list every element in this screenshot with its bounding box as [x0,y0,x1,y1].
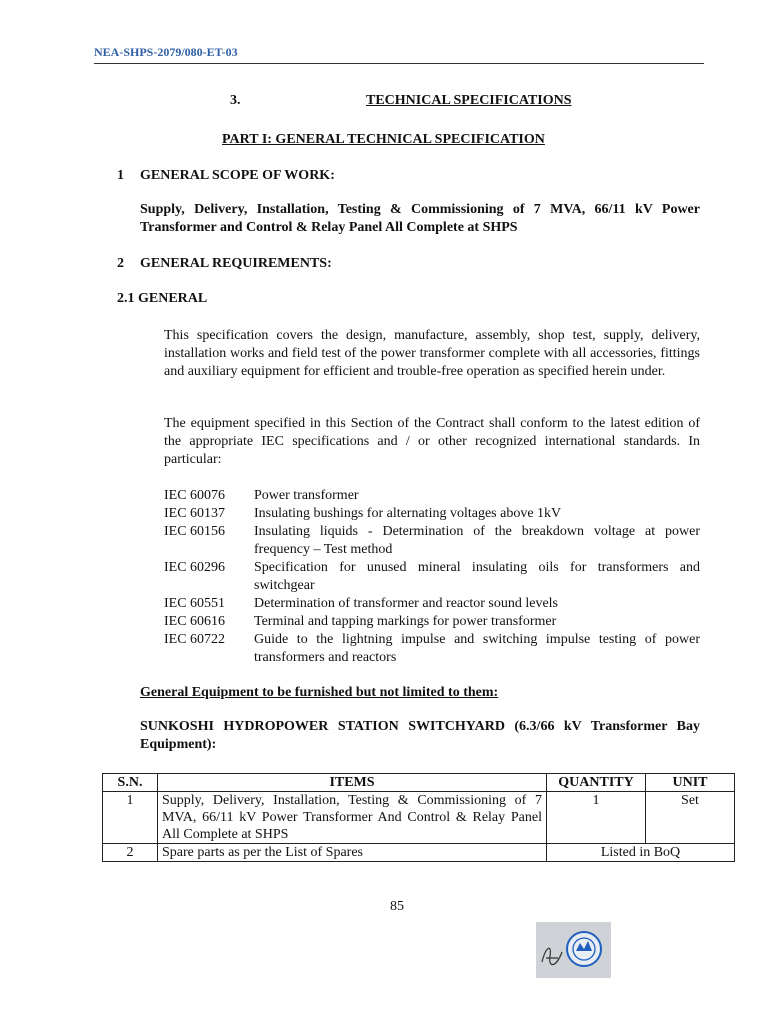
standard-description: Insulating bushings for alternating voltages above 1kV [254,506,562,521]
standard-item [164,613,700,631]
standard-item [164,505,700,523]
scope-number: 1 [117,168,124,183]
standard-code: IEC 60616 [164,614,226,629]
scope-heading-text: GENERAL SCOPE OF WORK: [140,168,335,183]
standard-code: IEC 60551 [164,596,226,611]
column-header-unit: UNIT [646,774,735,792]
standard-description: Guide to the lightning impulse and switching impulse testing of power transformers and reactors [254,632,700,665]
standard-description: Specification for unused mineral insulating oils for transformers and switchgear [254,560,700,593]
general-paragraph-1: This specification covers the design, manufacture, assembly, shop test, supply, delivery, installation works and field test of the power transformer complete with all accessories, fittings and auxiliary equipment for efficient and trouble-free operation as specified herein under. [164,328,700,379]
table-row [103,844,735,862]
section-number: 3. [230,93,241,108]
standard-description: Insulating liquids - Determination of the breakdown voltage at power frequency – Test method [254,524,700,557]
signature-stamp-graphic [536,922,611,978]
requirements-heading-text: GENERAL REQUIREMENTS: [140,256,332,271]
page-number: 85 [390,899,404,914]
general-heading: 2.1 GENERAL [117,291,208,306]
standard-code: IEC 60156 [164,524,226,539]
column-header-quantity: QUANTITY [547,774,646,792]
standard-item [164,595,700,613]
cell-item: Supply, Delivery, Installation, Testing & Commissioning of 7 MVA, 66/11 kV Power Transformer And Control & Relay Panel All Complete at SHPS [158,792,547,844]
items-table [102,773,735,862]
header-divider [94,63,704,64]
cell-unit: Set [646,792,735,844]
cell-item: Spare parts as per the List of Spares [158,844,547,862]
standard-code: IEC 60076 [164,488,226,503]
standard-description: Terminal and tapping markings for power transformer [254,614,557,629]
station-heading: SUNKOSHI HYDROPOWER STATION SWITCHYARD (6.3/66 kV Transformer Bay Equipment): [140,719,700,752]
standard-item [164,487,700,505]
cell-quantity: 1 [547,792,646,844]
general-paragraph-2: The equipment specified in this Section of the Contract shall conform to the latest edition of the appropriate IEC specifications and / or other recognized international standards. In particular: [164,416,700,467]
table-header-row [103,774,735,792]
cell-sn: 1 [103,792,158,844]
standard-item [164,523,700,559]
document-id: NEA-SHPS-2079/080-ET-03 [94,45,238,59]
requirements-heading [117,256,332,272]
standard-code: IEC 60137 [164,506,226,521]
standard-description: Determination of transformer and reactor sound levels [254,596,559,611]
part-title: PART I: GENERAL TECHNICAL SPECIFICATION [222,132,545,147]
furnish-heading: General Equipment to be furnished but not limited to them: [140,685,499,700]
cell-sn: 2 [103,844,158,862]
standard-item [164,631,700,667]
cell-quantity-unit: Listed in BoQ [547,844,735,862]
section-title: TECHNICAL SPECIFICATIONS [366,93,572,108]
standard-description: Power transformer [254,488,359,503]
standards-list [164,487,700,667]
table-row [103,792,735,844]
standard-code: IEC 60296 [164,560,226,575]
column-header-sn: S.N. [103,774,158,792]
signature-mark [542,948,562,964]
signature-stamp-image [536,922,611,978]
scope-text: Supply, Delivery, Installation, Testing & Commissioning of 7 MVA, 66/11 kV Power Transformer and Control & Relay Panel All Complete at SHPS [140,202,700,235]
requirements-number: 2 [117,256,124,271]
scope-heading [117,168,335,184]
column-header-items: ITEMS [158,774,547,792]
standard-code: IEC 60722 [164,632,226,647]
standard-item [164,559,700,595]
